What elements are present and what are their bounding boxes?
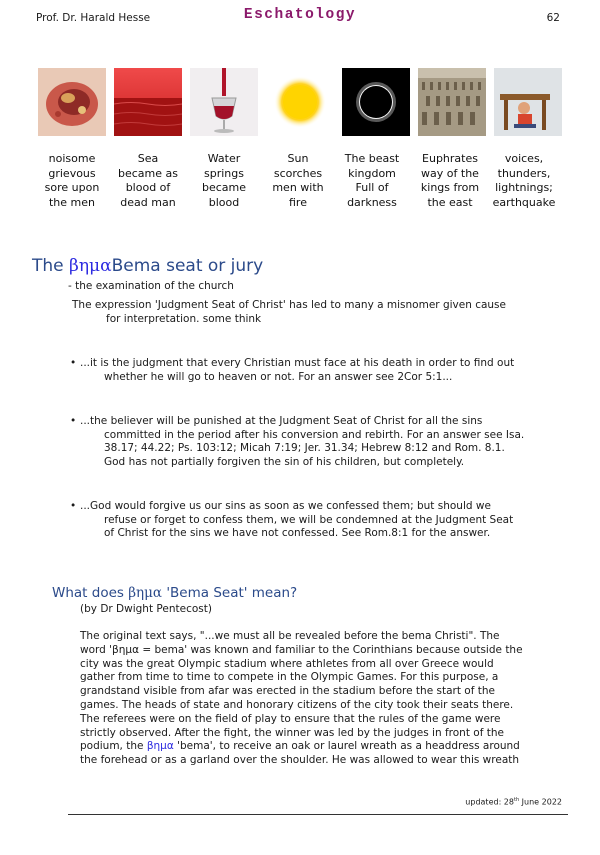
caption-line: blood of — [125, 181, 171, 194]
body-text-segment: podium, the — [80, 740, 147, 753]
bullet-line: ...the believer will be punished at the Judgment Seat of Christ for all the sins — [80, 415, 483, 427]
heading-rest: Bema seat or jury — [111, 256, 264, 276]
body-line: the forehead or as a garland over the shoulder. He was allowed to wear this wreath — [80, 754, 520, 767]
sun-image — [266, 68, 334, 136]
caption-line: earthquake — [492, 195, 556, 209]
section-subtitle: - the examination of the church — [68, 280, 234, 292]
body-line — [80, 740, 570, 754]
section-heading-bema-meaning — [52, 585, 297, 601]
updated-sup: th — [513, 797, 520, 803]
bullet-line: committed in the period after his conversion and rebirth. For an answer see Isa. — [104, 428, 525, 441]
author-name: Prof. Dr. Harald Hesse — [36, 12, 151, 24]
heading-greek: βημα — [69, 256, 112, 276]
bullet-icon: • — [70, 415, 77, 427]
caption-line: darkness — [347, 195, 397, 209]
heading-greek: βημα — [128, 585, 163, 601]
bullet-line: God has not partially forgiven the sin of his children, but completely. — [104, 455, 465, 468]
bullet-line: whether he will go to heaven or not. For an answer see 2Cor 5:1... — [104, 370, 453, 383]
body-line: games. The heads of state and honorary citizens of the city took their seats there. — [80, 698, 514, 711]
heading-prefix: The — [32, 256, 70, 276]
caption-line: voices, — [504, 152, 544, 165]
body-line: The referees were on the field of play to ensure that the rules of the game were — [80, 712, 501, 725]
caption-line: the men — [48, 195, 95, 209]
section-author: (by Dr Dwight Pentecost) — [80, 603, 212, 615]
caption-sea — [110, 152, 186, 210]
intro-paragraph — [72, 299, 572, 326]
caption-line: kings from — [420, 181, 480, 194]
intro-line: The expression 'Judgment Seat of Christ' has led to many a misnomer given cause — [72, 299, 506, 311]
heading-prefix: What does — [52, 585, 129, 601]
caption-line: fire — [289, 195, 307, 209]
caption-euphrates — [412, 152, 488, 210]
caption-line: scorches — [273, 166, 323, 180]
caption-line: springs — [204, 166, 244, 180]
body-text-segment: 'bema', to receive an oak or laurel wreath as a headdress around — [173, 740, 520, 753]
heading-rest: 'Bema Seat' mean? — [162, 585, 298, 601]
eclipse-image — [342, 68, 410, 136]
caption-line: sore upon — [44, 181, 100, 194]
caption-line: Euphrates — [422, 152, 478, 165]
caption-sore — [34, 152, 110, 210]
caption-line: grievous — [48, 166, 96, 180]
greek-word: βημα — [146, 740, 174, 753]
intro-line: for interpretation. some think — [106, 312, 262, 325]
body-line: strictly observed. After the fight, the winner was led by the judges in front of the — [80, 726, 504, 739]
caption-sun — [260, 152, 336, 210]
caption-water — [186, 152, 262, 210]
sore-image — [38, 68, 106, 136]
bullet-line: ...it is the judgment that every Christian must face at his death in order to find out — [80, 357, 515, 369]
blood-glass-image — [190, 68, 258, 136]
caption-line: dead man — [120, 195, 176, 209]
caption-line: thunders, — [497, 166, 551, 180]
caption-line: Full of — [355, 181, 389, 194]
footer-divider — [68, 814, 568, 815]
body-line: grandstand visible from afar was erected in the stadium before the start of the — [80, 685, 495, 698]
bullet-item — [70, 500, 575, 541]
caption-voices — [486, 152, 562, 210]
updated-prefix: updated: 28 — [465, 797, 514, 807]
bullet-line: ...God would forgive us our sins as soon as we confessed them; but should we — [80, 500, 491, 512]
body-line: gather from time to time to compete in the Olympic Games. For this purpose, a — [80, 671, 499, 684]
bullet-icon: • — [70, 500, 77, 512]
section-heading-bema — [32, 256, 263, 276]
page-number: 62 — [546, 12, 560, 24]
caption-beast — [334, 152, 410, 210]
body-line: word 'βημα = bema' was known and familiar to the Corinthians because outside the — [80, 643, 523, 656]
blood-sea-image — [114, 68, 182, 136]
bullet-line: 38.17; 44.22; Ps. 103:12; Micah 7:19; Jer. 31.34; Hebrew 8:12 and Rom. 8.1. — [104, 442, 505, 454]
updated-date — [465, 797, 562, 807]
bullet-item — [70, 415, 575, 469]
earthquake-image — [494, 68, 562, 136]
body-line: city was the great Olympic stadium where athletes from all over Greece would — [80, 657, 494, 670]
body-paragraph — [80, 630, 570, 768]
caption-line: Sea — [137, 152, 159, 165]
caption-line: blood — [208, 195, 240, 209]
bullet-line: refuse or forget to confess them, we will be condemned at the Judgment Seat — [104, 513, 514, 526]
caption-line: kingdom — [348, 166, 396, 180]
caption-line: the east — [427, 195, 473, 209]
updated-suffix: June 2022 — [519, 797, 562, 807]
caption-line: men with — [272, 181, 324, 194]
bullet-icon: • — [70, 357, 77, 369]
caption-line: The beast — [344, 152, 400, 165]
page-title: Eschatology — [243, 7, 357, 23]
caption-line: way of the — [421, 166, 479, 180]
caption-line: became as — [118, 166, 178, 180]
caption-line: lightnings; — [495, 181, 553, 194]
caption-line: became — [201, 181, 247, 194]
bullet-item — [70, 357, 575, 384]
caption-line: Sun — [287, 152, 309, 165]
army-image — [418, 68, 486, 136]
caption-line: noisome — [48, 152, 96, 165]
bullet-line: of Christ for the sins we have not confessed. See Rom.8:1 for the answer. — [104, 527, 491, 539]
body-line: The original text says, "...we must all be revealed before the bema Christi". The — [80, 630, 500, 642]
caption-line: Water — [207, 152, 241, 165]
